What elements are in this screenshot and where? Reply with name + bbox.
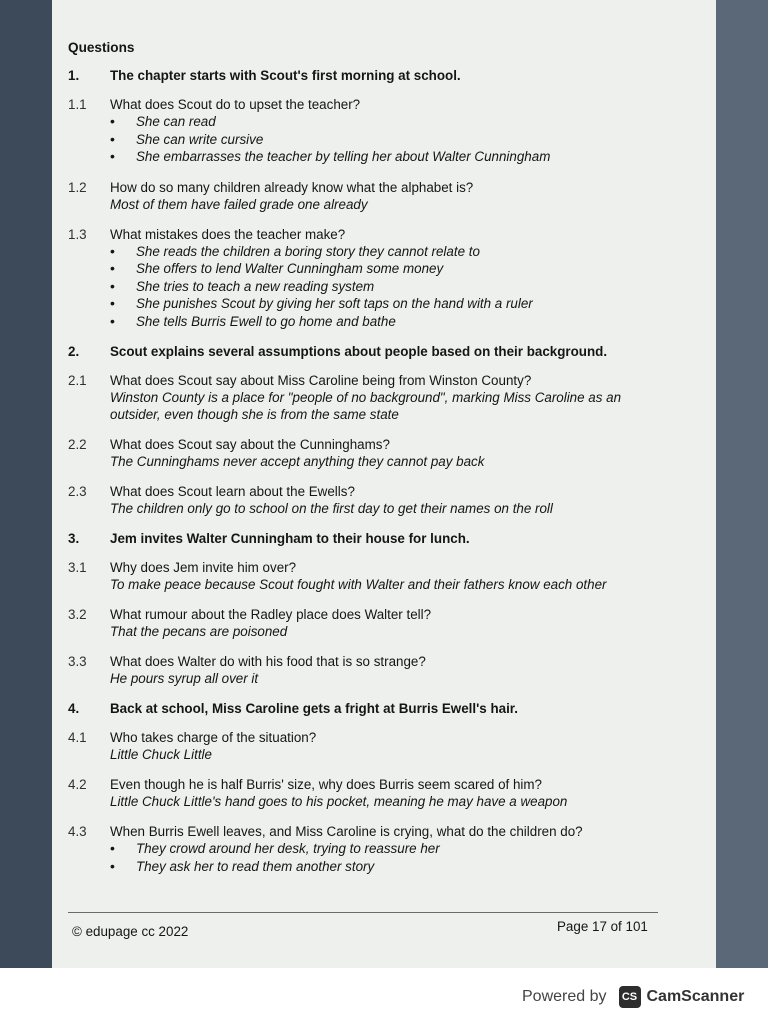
answer-bullet-list xyxy=(110,113,668,166)
question-item xyxy=(68,96,668,166)
question-item xyxy=(68,776,668,810)
question-text: What does Scout learn about the Ewells? xyxy=(110,484,355,499)
section-heading-text: Back at school, Miss Caroline gets a fright at Burris Ewell's hair. xyxy=(110,701,519,716)
question-body xyxy=(110,436,668,470)
section-number: 4. xyxy=(68,701,80,716)
camscanner-brand: CamScanner xyxy=(646,988,745,1005)
question-body xyxy=(110,823,668,875)
answer-bullet: • They crowd around her desk, trying to reassure her xyxy=(136,840,668,858)
footer-divider xyxy=(68,912,658,913)
answer-text: Little Chuck Little's hand goes to his pocket, meaning he may have a weapon xyxy=(110,794,568,809)
answer-text: The Cunninghams never accept anything they cannot pay back xyxy=(110,454,485,469)
question-item xyxy=(68,653,668,687)
question-number: 1.1 xyxy=(68,97,87,112)
question-body xyxy=(110,179,668,213)
section-heading xyxy=(68,343,668,360)
question-number: 3.2 xyxy=(68,607,87,622)
question-item xyxy=(68,483,668,517)
question-body xyxy=(110,653,668,687)
section-number: 2. xyxy=(68,344,80,359)
section-heading-text: The chapter starts with Scout's first morning at school. xyxy=(110,68,461,83)
question-body xyxy=(110,729,668,763)
question-text: Who takes charge of the situation? xyxy=(110,730,317,745)
question-number: 2.3 xyxy=(68,484,87,499)
question-body xyxy=(110,372,668,423)
answer-text: To make peace because Scout fought with Walter and their fathers know each other xyxy=(110,577,607,592)
question-text: What does Scout say about the Cunninghams? xyxy=(110,437,390,452)
answer-text: Most of them have failed grade one already xyxy=(110,196,368,212)
question-item xyxy=(68,372,668,423)
section-heading xyxy=(68,67,668,84)
question-item xyxy=(68,226,668,331)
question-text: How do so many children already know what the alphabet is? xyxy=(110,179,474,195)
question-number: 4.1 xyxy=(68,730,87,745)
question-text: What rumour about the Radley place does Walter tell? xyxy=(110,607,432,622)
answer-bullet-list xyxy=(110,243,668,331)
question-item xyxy=(68,729,668,763)
document-page xyxy=(52,0,716,968)
page-title: Questions xyxy=(68,40,135,55)
questions-content xyxy=(68,40,668,888)
question-text: What mistakes does the teacher make? xyxy=(110,226,346,242)
question-number: 1.2 xyxy=(68,179,87,195)
camscanner-watermark xyxy=(522,986,744,1008)
question-number: 4.2 xyxy=(68,777,87,792)
question-text: When Burris Ewell leaves, and Miss Caroline is crying, what do the children do? xyxy=(110,824,583,839)
answer-text: That the pecans are poisoned xyxy=(110,624,288,639)
question-text: What does Scout do to upset the teacher? xyxy=(110,97,361,112)
answer-bullet: • She embarrasses the teacher by telling her about Walter Cunningham xyxy=(136,148,668,166)
scan-background-left xyxy=(0,0,52,968)
section-heading xyxy=(68,700,668,717)
question-body xyxy=(110,96,668,166)
answer-text: Winston County is a place for "people of no background", marking Miss Caroline as an outsider, even though she is from the same state xyxy=(110,390,622,422)
sections-container xyxy=(68,67,668,875)
answer-bullet-list xyxy=(110,840,668,875)
question-text: What does Scout say about Miss Caroline being from Winston County? xyxy=(110,373,532,388)
question-item xyxy=(68,179,668,213)
copyright-text: © edupage cc 2022 xyxy=(72,924,189,939)
powered-by-text: Powered by xyxy=(522,988,607,1005)
question-text: Even though he is half Burris' size, why does Burris seem scared of him? xyxy=(110,777,542,792)
question-body xyxy=(110,559,668,593)
question-number: 2.2 xyxy=(68,437,87,452)
section-heading xyxy=(68,530,668,547)
answer-bullet: • She punishes Scout by giving her soft taps on the hand with a ruler xyxy=(136,295,668,313)
question-number: 3.3 xyxy=(68,654,87,669)
answer-bullet: • She tries to teach a new reading system xyxy=(136,278,668,296)
question-body xyxy=(110,606,668,640)
answer-bullet: • She can write cursive xyxy=(136,131,668,149)
question-number: 4.3 xyxy=(68,824,87,839)
section-heading-text: Jem invites Walter Cunningham to their house for lunch. xyxy=(110,531,470,546)
answer-bullet: • She tells Burris Ewell to go home and bathe xyxy=(136,313,668,331)
question-item xyxy=(68,606,668,640)
scan-background-right xyxy=(716,0,768,968)
answer-text: He pours syrup all over it xyxy=(110,671,259,686)
question-text: What does Walter do with his food that is so strange? xyxy=(110,654,426,669)
question-body xyxy=(110,483,668,517)
question-item xyxy=(68,559,668,593)
answer-text: Little Chuck Little xyxy=(110,747,212,762)
section-number: 3. xyxy=(68,531,80,546)
section-heading-text: Scout explains several assumptions about people based on their background. xyxy=(110,344,608,359)
question-number: 1.3 xyxy=(68,226,87,242)
question-number: 2.1 xyxy=(68,373,87,388)
question-number: 3.1 xyxy=(68,560,87,575)
answer-bullet: • They ask her to read them another story xyxy=(136,858,668,876)
answer-bullet: • She can read xyxy=(136,113,668,131)
section-number: 1. xyxy=(68,68,80,83)
camscanner-logo-icon: CS xyxy=(619,986,641,1008)
page-number: Page 17 of 101 xyxy=(557,919,648,934)
question-body xyxy=(110,776,668,810)
question-item xyxy=(68,436,668,470)
answer-text: The children only go to school on the first day to get their names on the roll xyxy=(110,501,553,516)
question-text: Why does Jem invite him over? xyxy=(110,560,297,575)
question-body xyxy=(110,226,668,331)
answer-bullet: • She reads the children a boring story they cannot relate to xyxy=(136,243,668,261)
question-item xyxy=(68,823,668,875)
answer-bullet: • She offers to lend Walter Cunningham some money xyxy=(136,260,668,278)
